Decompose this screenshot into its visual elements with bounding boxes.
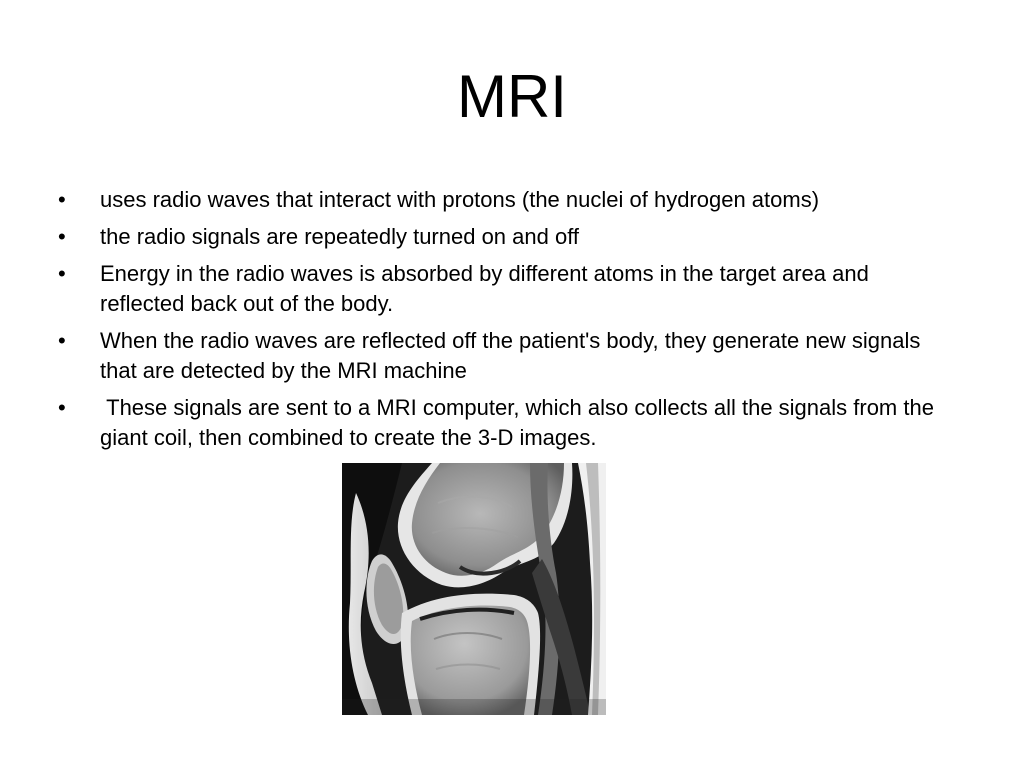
bullet-item	[58, 222, 958, 252]
slide-title: MRI	[457, 63, 567, 130]
knee-mri-illustration	[342, 463, 606, 715]
bullet-text: uses radio waves that interact with protons (the nuclei of hydrogen atoms)	[100, 187, 820, 212]
bullet-item	[58, 393, 958, 453]
bullet-text: Energy in the radio waves is absorbed by different atoms in the target area and reflected back out of the body.	[100, 261, 869, 316]
bullet-symbol: •	[58, 224, 66, 249]
bullet-list	[58, 185, 958, 460]
bullet-item	[58, 259, 958, 319]
bullet-text: the radio signals are repeatedly turned on and off	[100, 224, 580, 249]
bullet-symbol: •	[58, 328, 66, 353]
knee-mri-image	[342, 463, 606, 715]
bullet-text: When the radio waves are reflected off the patient's body, they generate new signals that are detected by the MRI machine	[100, 328, 921, 383]
bullet-symbol: •	[58, 261, 66, 286]
bullet-symbol: •	[58, 395, 66, 420]
bullet-item	[58, 185, 958, 215]
bullet-item	[58, 326, 958, 386]
bullet-text: These signals are sent to a MRI computer, which also collects all the signals from the giant coil, then combined to create the 3-D images.	[100, 395, 941, 450]
bullet-symbol: •	[58, 187, 66, 212]
